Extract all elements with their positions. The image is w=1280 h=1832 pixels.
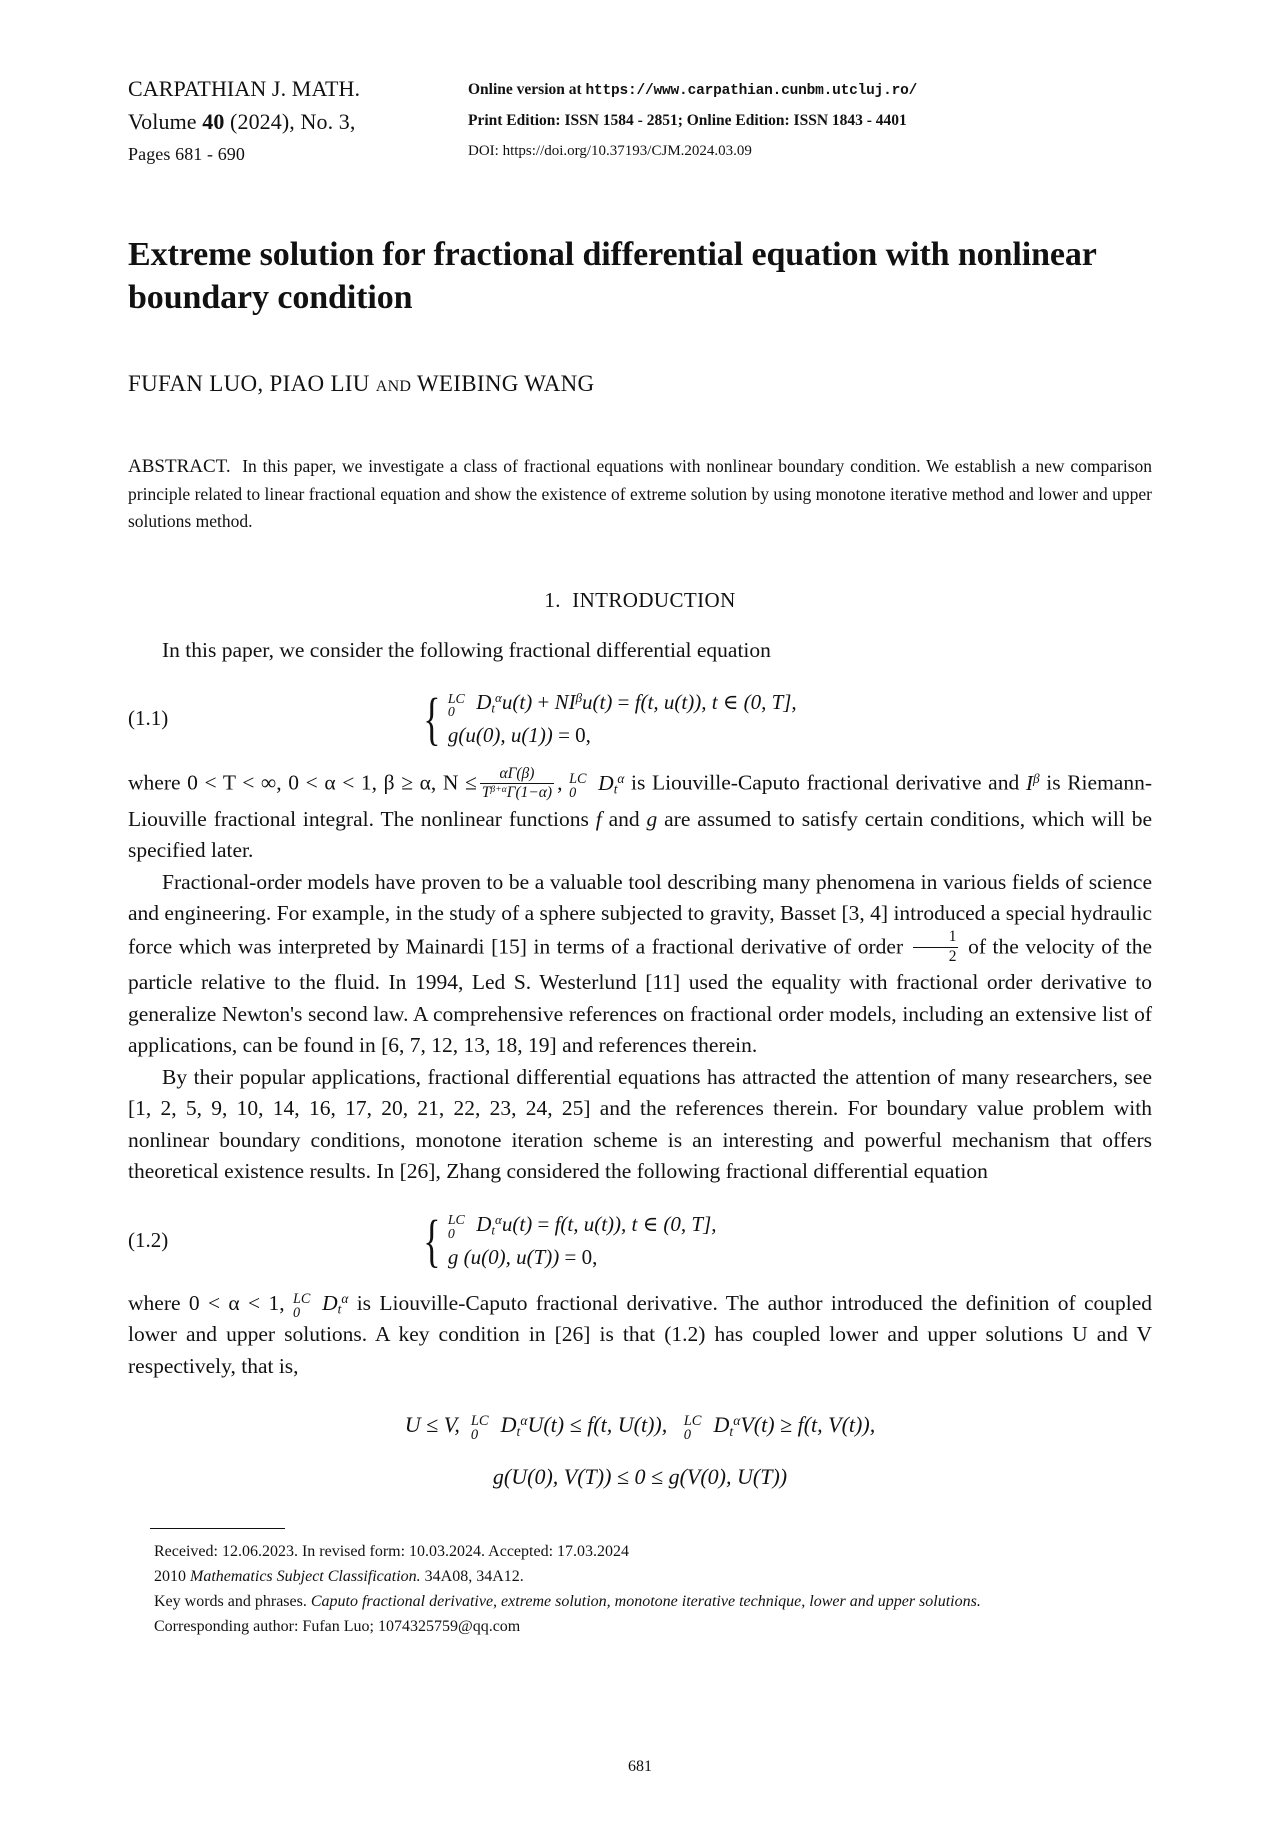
msc-label: Mathematics Subject Classification. — [190, 1568, 421, 1586]
section-name: INTRODUCTION — [572, 587, 736, 612]
journal-name: CARPATHIAN J. MATH. — [128, 76, 361, 101]
abstract-block — [128, 453, 1152, 536]
coupled-text-1: where 0 < α < 1, — [128, 1290, 285, 1315]
caputo-operator-1: LC 0 $D_t^\alpha$ — [569, 770, 625, 801]
displayed-equation-1: U ≤ V, LC 0 $D_t^\alpha U(t) \le f(t$, U(t)), LC 0 $D_t^\alpha V(t) \ge f(t$, V(t)), — [404, 1412, 876, 1443]
footnote-received: Received: 12.06.2023. In revised form: 10.03.2024. Accepted: 17.03.2024 — [154, 1543, 630, 1561]
issn-line: Print Edition: ISSN 1584 - 2851; Online Edition: ISSN 1843 - 4401 — [468, 112, 907, 129]
paragraph-coupled-solutions — [128, 1288, 1152, 1383]
displayed-equation-1-part-a: U ≤ V, — [404, 1412, 460, 1438]
where-text-3: is Riemann-Liouville fractional integral. The nonlinear functions — [128, 770, 1152, 831]
journal-volume — [128, 105, 468, 138]
equation-1-1-tag: (1.1) — [128, 706, 169, 731]
footnote-msc — [128, 1564, 1152, 1589]
online-version-line — [468, 75, 1152, 106]
doi-line[interactable]: DOI: https://doi.org/10.37193/CJM.2024.03.09 — [468, 143, 752, 159]
paragraph-fractional-models-a: Fractional-order models have proven to be a valuable tool describing many phenomena in various fields of science and engineering. For example, in the study of a sphere subjected to gravity, Basset [3, 4] introduced a special hydraulic force which was interpreted by Mainardi [15] in terms of a fractional derivative of order — [128, 869, 1152, 959]
bound-fraction: $\frac{\alpha\Gamma(\beta)}{T^{\beta+\alpha}\Gamma(1-\alpha)}$ — [481, 764, 553, 802]
journal-url[interactable]: https://www.carpathian.cunbm.utcluj.ro/ — [585, 83, 918, 99]
paragraph-fractional-models — [128, 867, 1152, 1062]
riemann-integral-symbol: $I^\beta$ — [1025, 770, 1040, 795]
brace-glyph: { — [423, 686, 441, 751]
body-text — [128, 635, 1152, 1495]
displayed-equation-1-part-c: V(t) ≥ f(t, V(t)), — [740, 1412, 876, 1438]
equation-1-1 — [128, 686, 1152, 752]
author-list: FUFAN LUO, PIAO LIU and WEIBING WANG — [128, 371, 595, 396]
caputo-operator-2: LC 0 $D_t^\alpha$ — [293, 1290, 349, 1321]
where-text-4: and — [608, 806, 640, 831]
displayed-equation-1-part-b: U(t) ≤ f(t, U(t)), — [527, 1412, 668, 1438]
displayed-equation-2: g(U(0), V(T)) ≤ 0 ≤ g(V(0), U(T)) — [492, 1464, 788, 1490]
function-g-symbol: g — [646, 806, 658, 831]
paragraph-fractional-models-b: of the velocity of the particle relative to the fluid. In 1994, Led S. Westerlund [11] used the equality with fractional order derivative to generalize Newton's second law. A comprehensive references on fractional order models, including an extensive list of applications, can be found in [6, 7, 12, 13, 18, 19] and references therein. — [128, 934, 1153, 1058]
msc-codes: 34A08, 34A12. — [420, 1568, 524, 1586]
function-f-symbol: f — [595, 806, 602, 831]
journal-masthead — [128, 72, 1152, 171]
masthead-right — [468, 72, 1152, 166]
page-number: 681 — [628, 1758, 652, 1775]
section-number: 1. — [544, 587, 561, 612]
where-text-1: where 0 < T < ∞, 0 < α < 1, β ≥ α, N ≤ — [128, 770, 477, 795]
footnote-corresponding: Corresponding author: Fufan Luo; 1074325759@qq.com — [154, 1618, 521, 1636]
equation-1-2-lines — [448, 1208, 717, 1274]
keywords-value: Caputo fractional derivative, extreme solution, monotone iterative technique, lower and upper solutions. — [310, 1593, 981, 1611]
footnote-keywords — [128, 1589, 1152, 1614]
keywords-label: Key words and phrases. — [154, 1593, 311, 1611]
intro-sentence: In this paper, we consider the following fractional differential equation — [162, 637, 771, 662]
volume-prefix: Volume — [128, 109, 203, 134]
footnote-block — [128, 1539, 1152, 1639]
brace-glyph: { — [423, 1207, 441, 1273]
footnote-rule — [150, 1528, 285, 1529]
equation-1-2 — [128, 1208, 1152, 1274]
half-fraction: $\frac{1}{2}$ — [913, 928, 959, 966]
masthead-left — [128, 72, 468, 171]
paragraph-applications: By their popular applications, fractional differential equations has attracted the attention of many researchers, see [1, 2, 5, 9, 10, 14, 16, 17, 20, 21, 22, 23, 24, 25] and the references therein. For boundary value problem with nonlinear boundary conditions, monotone iteration scheme is an interesting and powerful mechanism that offers theoretical existence results. In [26], Zhang considered the following fractional differential equation — [128, 1064, 1152, 1184]
equation-1-2-line-2: g (u(0), u(T)) = 0, — [447, 1244, 598, 1269]
where-text-5: are assumed to satisfy certain conditions, which will be specified later. — [128, 806, 1152, 863]
where-text-2: is Liouville-Caputo fractional derivative and — [631, 770, 1020, 795]
section-heading — [128, 588, 1152, 613]
equation-1-1-line-2: g(u(0), u(1)) = 0, — [447, 723, 591, 747]
abstract-text: In this paper, we investigate a class of fractional equations with nonlinear boundary condition. We establish a new comparison principle related to linear fractional equation and show the existence of extreme solution by using monotone iterative method and lower and upper solutions method. — [128, 456, 1152, 531]
equation-1-2-tag: (1.2) — [128, 1227, 169, 1252]
volume-suffix: (2024), No. 3, — [224, 109, 356, 134]
coupled-text-2: is Liouville-Caputo fractional derivative. The author introduced the definition of coupled lower and upper solutions. A key condition in [26] is that (1.2) has coupled lower and upper solutions U and V respectively, that is, — [128, 1290, 1153, 1378]
equation-1-2-line-1: LC 0 $D_t^\alpha u(t) = f(t$, u(t)), t ∈ (0, T], — [447, 1211, 717, 1241]
journal-pages: Pages 681 - 690 — [128, 144, 245, 164]
online-version-label: Online version at — [468, 81, 586, 98]
msc-year: 2010 — [154, 1568, 190, 1586]
page-title: Extreme solution for fractional differential equation with nonlinear boundary condition — [128, 236, 1097, 316]
equation-1-1-lines — [448, 686, 797, 752]
abstract-label: ABSTRACT. — [128, 456, 231, 477]
paragraph-where-1: where 0 < T < ∞, 0 < α < 1, β ≥ α, N ≤ $\frac{\alpha\Gamma(\beta)}{T^{\beta+\alpha}\Gamma(1-\alpha)}$ , LC 0 $D_t^\alpha$ is Liouville-Caputo fractional derivative and $I^\beta$ is Riemann-Liouville fractional integral. The nonlinear functions f and g are assumed to satisfy certain conditions, which will be specified later. — [128, 764, 1152, 863]
volume-number: 40 — [202, 109, 225, 134]
equation-1-1-line-1: LC 0 $D_t^\alpha u(t) + NI^\beta u(t) = f(t$, u(t)), t ∈ (0, T], — [447, 690, 797, 720]
